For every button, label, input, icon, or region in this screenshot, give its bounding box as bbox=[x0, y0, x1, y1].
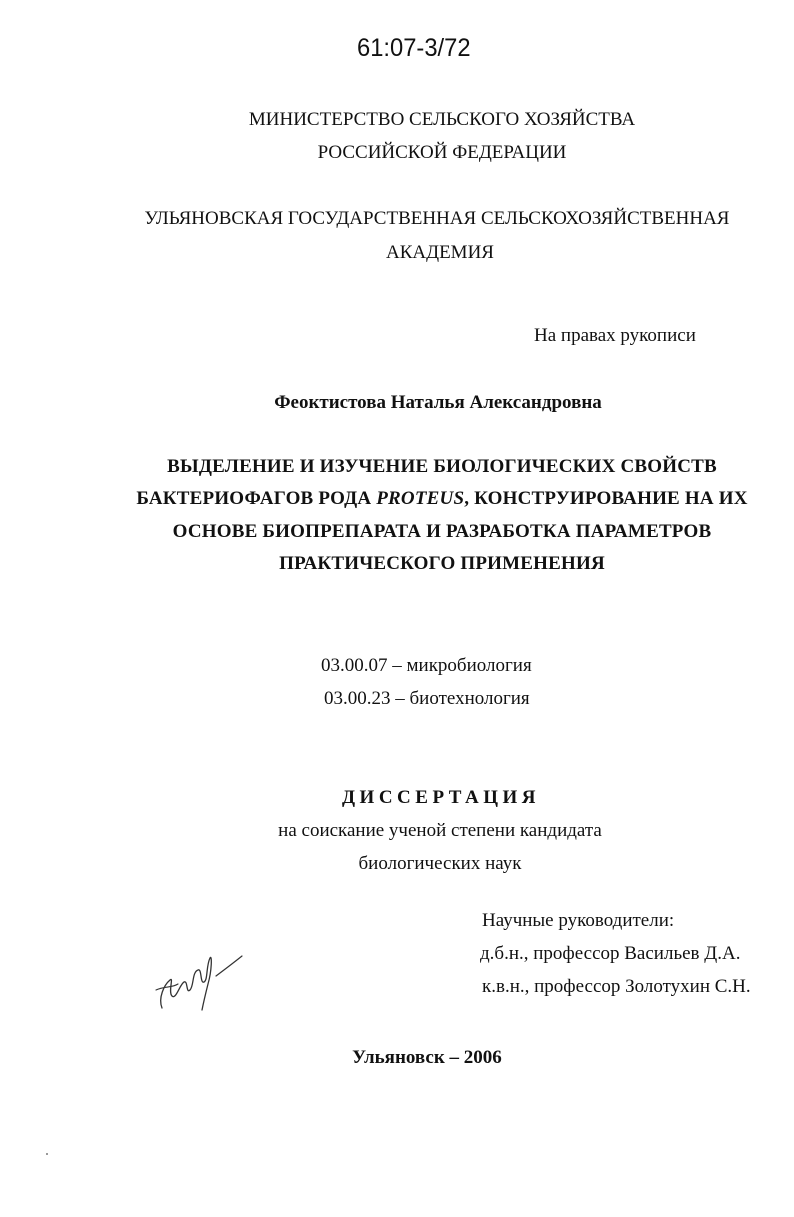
scan-speck bbox=[46, 1153, 48, 1155]
specialty-1: 03.00.07 – микробиология bbox=[321, 655, 532, 676]
supervisor-1: д.б.н., профессор Васильев Д.А. bbox=[480, 943, 741, 964]
supervisor-2: к.в.н., профессор Золотухин С.Н. bbox=[482, 976, 751, 997]
academy-line-2: АКАДЕМИЯ bbox=[386, 242, 494, 263]
academy-line-1: УЛЬЯНОВСКАЯ ГОСУДАРСТВЕННАЯ СЕЛЬСКОХОЗЯЙСТВЕННАЯ bbox=[144, 208, 730, 229]
handwritten-signature bbox=[150, 940, 250, 1020]
title-line-2 bbox=[45, 488, 794, 510]
dissertation-line-2: биологических наук bbox=[358, 853, 522, 874]
title-line-2-pre: БАКТЕРИОФАГОВ РОДА bbox=[136, 488, 377, 509]
supervisors-heading: Научные руководители: bbox=[482, 910, 675, 931]
specialty-2: 03.00.23 – биотехнология bbox=[324, 688, 530, 709]
title-line-4: ПРАКТИЧЕСКОГО ПРИМЕНЕНИЯ bbox=[279, 553, 605, 574]
dissertation-heading: ДИССЕРТАЦИЯ bbox=[341, 787, 541, 808]
title-genus: PROTEUS bbox=[376, 488, 465, 509]
ministry-line-1: МИНИСТЕРСТВО СЕЛЬСКОГО ХОЗЯЙСТВА bbox=[248, 109, 636, 130]
dissertation-line-1: на соискание ученой степени кандидата bbox=[278, 820, 602, 841]
ministry-line-2: РОССИЙСКОЙ ФЕДЕРАЦИИ bbox=[317, 142, 567, 163]
author-name: Феоктистова Наталья Александровна bbox=[274, 392, 602, 413]
title-line-3: ОСНОВЕ БИОПРЕПАРАТА И РАЗРАБОТКА ПАРАМЕТРОВ bbox=[172, 521, 712, 542]
manuscript-note: На правах рукописи bbox=[534, 325, 696, 346]
title-line-1: ВЫДЕЛЕНИЕ И ИЗУЧЕНИЕ БИОЛОГИЧЕСКИХ СВОЙСТВ bbox=[167, 456, 717, 477]
document-code: 61:07-3/72 bbox=[357, 34, 471, 62]
title-line-2-post: , КОНСТРУИРОВАНИЕ НА ИХ bbox=[464, 488, 748, 509]
city-year: Ульяновск – 2006 bbox=[352, 1047, 502, 1068]
